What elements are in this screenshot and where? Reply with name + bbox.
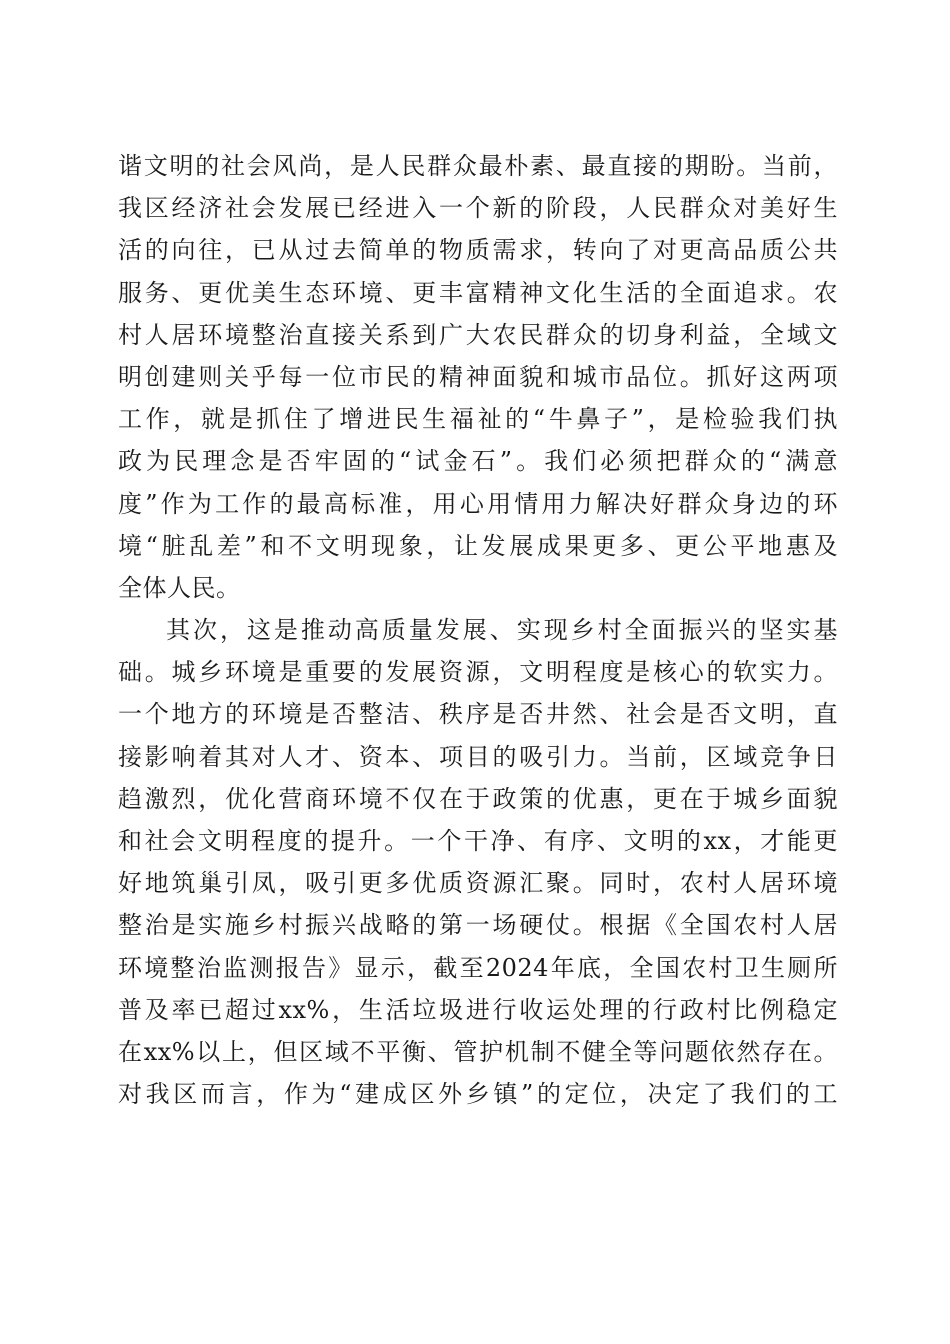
paragraph-1 [118,145,838,609]
text-line: 普及率已超过xx%，生活垃圾进行收运处理的行政村比例稳定 [118,995,838,1024]
body-text [118,145,838,1115]
text-line: 其次，这是推动高质量发展、实现乡村全面振兴的坚实基 [166,616,838,645]
text-line: 好地筑巢引凤，吸引更多优质资源汇聚。同时，农村人居环境 [118,869,838,898]
text-line: 全体人民。 [118,573,241,602]
text-line: 活的向往，已从过去简单的物质需求，转向了对更高品质公共 [118,236,838,265]
text-line: 对我区而言，作为“建成区外乡镇”的定位，决定了我们的工 [118,1080,838,1109]
text-line: 和社会文明程度的提升。一个干净、有序、文明的xx，才能更 [118,827,838,855]
text-line: 础。城乡环境是重要的发展资源，文明程度是核心的软实力。 [118,658,838,687]
text-line: 趋激烈，优化营商环境不仅在于政策的优惠，更在于城乡面貌 [118,784,838,813]
paragraph-2 [118,609,838,1115]
text-line: 谐文明的社会风尚，是人民群众最朴素、最直接的期盼。当前， [118,152,838,180]
text-line: 明创建则关乎每一位市民的精神面貌和城市品位。抓好这两项 [118,362,838,391]
text-line: 一个地方的环境是否整洁、秩序是否井然、社会是否文明，直 [118,700,838,729]
text-line: 服务、更优美生态环境、更丰富精神文化生活的全面追求。农 [118,278,838,307]
text-line: 工作，就是抓住了增进民生福祉的“牛鼻子”，是检验我们执 [118,405,838,434]
text-line: 度”作为工作的最高标准，用心用情用力解决好群众身边的环 [118,489,838,518]
text-line: 整治是实施乡村振兴战略的第一场硬仗。根据《全国农村人居 [118,911,838,940]
text-line: 环境整治监测报告》显示，截至2024年底，全国农村卫生厕所 [118,953,838,982]
text-line: 村人居环境整治直接关系到广大农民群众的切身利益，全域文 [118,320,838,349]
text-line: 我区经济社会发展已经进入一个新的阶段，人民群众对美好生 [118,194,838,223]
text-line: 政为民理念是否牢固的“试金石”。我们必须把群众的“满意 [118,447,838,476]
text-line: 接影响着其对人才、资本、项目的吸引力。当前，区域竞争日 [118,742,838,771]
text-line: 在xx%以上，但区域不平衡、管护机制不健全等问题依然存在。 [118,1037,838,1066]
text-line: 境“脏乱差”和不文明现象，让发展成果更多、更公平地惠及 [118,531,838,560]
